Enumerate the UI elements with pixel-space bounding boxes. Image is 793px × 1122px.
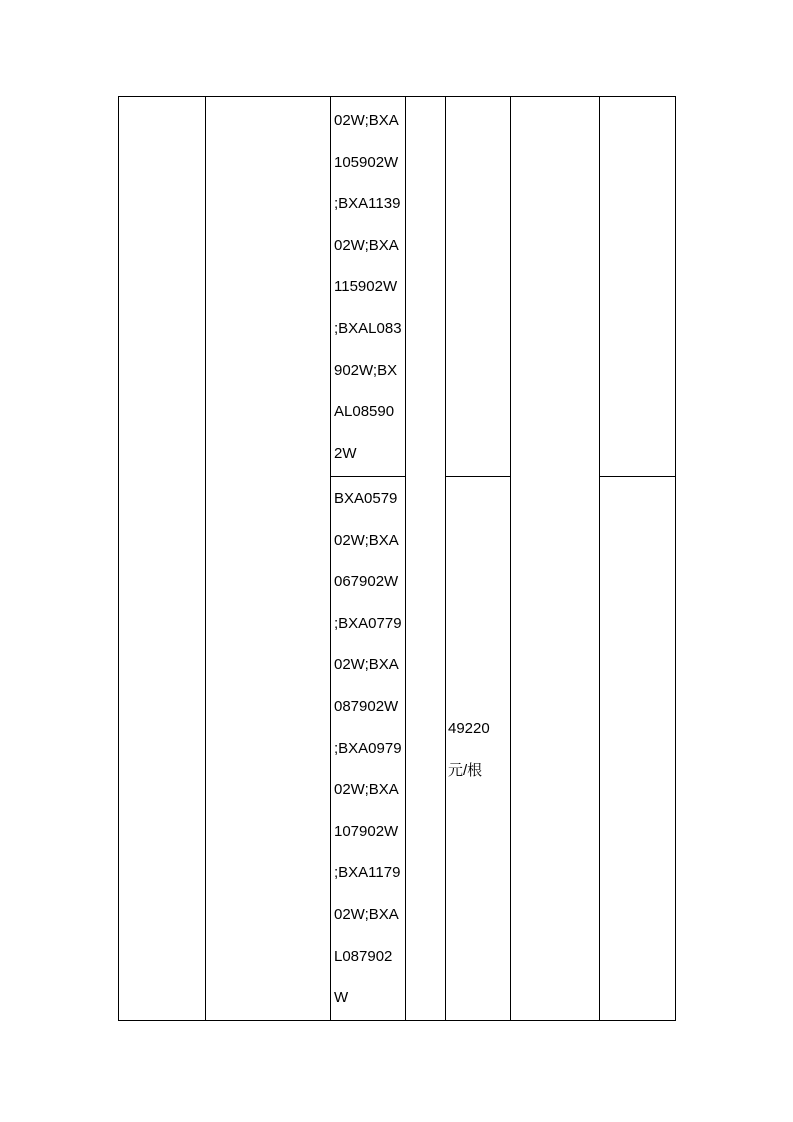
model-code-line: AL08590 [334,403,395,421]
model-code-line: 067902W [334,573,399,591]
model-code-line: 087902W [334,697,399,715]
model-code-line: ;BXAL083 [334,319,402,337]
model-code-line: 02W;BXA [334,531,399,549]
price-cell [448,708,508,792]
model-code-line: 105902W [334,153,399,171]
row-divider [330,476,405,477]
column-divider [205,96,206,1021]
model-code-line: 02W;BXA [334,905,399,923]
price-unit: 元/根 [448,762,483,779]
column-divider [599,96,600,1021]
model-code-line: 02W;BXA [334,781,399,799]
column-divider [445,96,446,1021]
column-divider [405,96,406,1021]
model-code-line: ;BXA1139 [334,195,401,213]
column-divider [510,96,511,1021]
model-code-line: 2W [334,444,357,462]
model-code-line: 02W;BXA [334,236,399,254]
model-code-line: ;BXA0779 [334,614,402,632]
model-code-line: 02W;BXA [334,656,399,674]
row-divider [599,476,676,477]
model-codes-cell [334,100,404,474]
price-value: 49220 [448,720,490,737]
model-code-line: 02W;BXA [334,112,399,129]
model-code-line: BXA0579 [334,490,398,507]
column-divider [330,96,331,1021]
row-divider [445,476,510,477]
model-code-line: 115902W [334,278,398,296]
model-code-line: ;BXA1179 [334,864,401,882]
model-code-line: L087902 [334,947,393,965]
model-codes-cell [334,478,404,1019]
model-code-line: W [334,989,349,1007]
model-code-line: ;BXA0979 [334,739,402,757]
model-code-line: 107902W [334,822,399,840]
model-code-line: 902W;BX [334,361,398,379]
